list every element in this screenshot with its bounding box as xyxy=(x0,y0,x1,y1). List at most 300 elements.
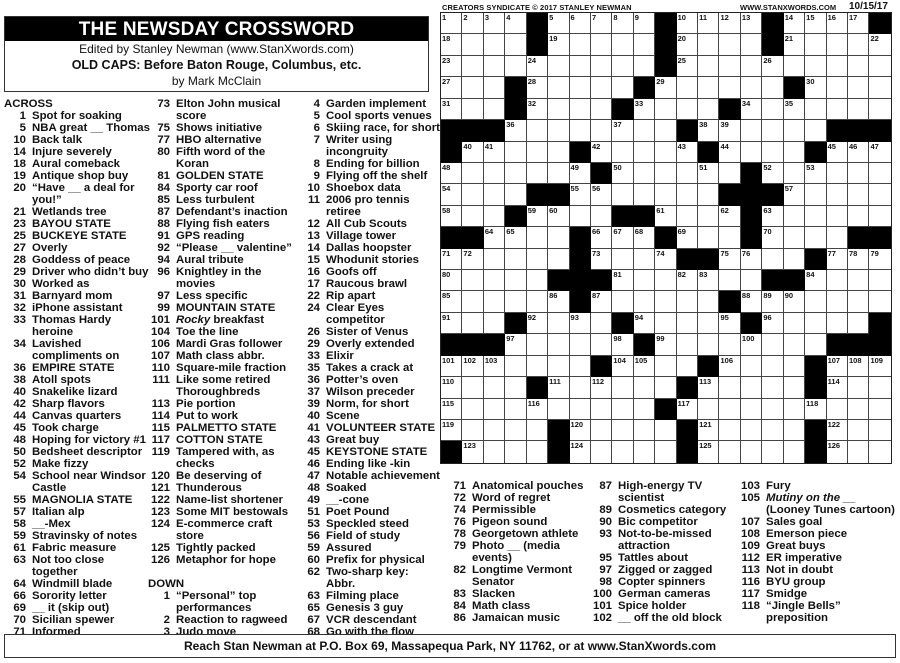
grid-cell[interactable] xyxy=(677,313,698,334)
grid-cell[interactable] xyxy=(505,13,526,34)
grid-cell[interactable] xyxy=(612,77,633,98)
grid-cell[interactable] xyxy=(698,399,719,420)
grid-cell[interactable] xyxy=(805,399,826,420)
grid-cell[interactable] xyxy=(698,227,719,248)
grid-cell[interactable] xyxy=(784,334,805,355)
grid-cell[interactable] xyxy=(655,291,676,312)
grid-cell[interactable] xyxy=(634,291,655,312)
grid-cell[interactable] xyxy=(848,13,869,34)
grid-cell[interactable] xyxy=(612,13,633,34)
grid-cell[interactable] xyxy=(741,334,762,355)
grid-cell[interactable] xyxy=(441,313,462,334)
grid-cell[interactable] xyxy=(548,142,569,163)
grid-cell[interactable] xyxy=(698,99,719,120)
grid-cell[interactable] xyxy=(677,77,698,98)
grid-cell[interactable] xyxy=(570,377,591,398)
grid-cell[interactable] xyxy=(869,99,890,120)
grid-cell[interactable] xyxy=(719,420,740,441)
grid-cell[interactable] xyxy=(527,120,548,141)
grid-cell[interactable] xyxy=(527,249,548,270)
grid-cell[interactable] xyxy=(505,291,526,312)
grid-cell[interactable] xyxy=(677,163,698,184)
grid-cell[interactable] xyxy=(805,313,826,334)
grid-cell[interactable] xyxy=(462,34,483,55)
grid-cell[interactable] xyxy=(634,377,655,398)
grid-cell[interactable] xyxy=(591,13,612,34)
grid-cell[interactable] xyxy=(505,356,526,377)
grid-cell[interactable] xyxy=(805,34,826,55)
grid-cell[interactable] xyxy=(505,399,526,420)
grid-cell[interactable] xyxy=(719,227,740,248)
grid-cell[interactable] xyxy=(741,249,762,270)
grid-cell[interactable] xyxy=(848,377,869,398)
grid-cell[interactable] xyxy=(698,56,719,77)
grid-cell[interactable] xyxy=(634,99,655,120)
grid-cell[interactable] xyxy=(505,34,526,55)
grid-cell[interactable] xyxy=(462,270,483,291)
grid-cell[interactable] xyxy=(741,120,762,141)
grid-cell[interactable] xyxy=(612,399,633,420)
grid-cell[interactable] xyxy=(612,34,633,55)
grid-cell[interactable] xyxy=(527,99,548,120)
grid-cell[interactable] xyxy=(441,377,462,398)
grid-cell[interactable] xyxy=(827,142,848,163)
grid-cell[interactable] xyxy=(591,206,612,227)
grid-cell[interactable] xyxy=(698,184,719,205)
grid-cell[interactable] xyxy=(484,356,505,377)
grid-cell[interactable] xyxy=(848,291,869,312)
grid-cell[interactable] xyxy=(527,356,548,377)
grid-cell[interactable] xyxy=(634,56,655,77)
grid-cell[interactable] xyxy=(869,399,890,420)
grid-cell[interactable] xyxy=(698,163,719,184)
grid-cell[interactable] xyxy=(869,249,890,270)
grid-cell[interactable] xyxy=(634,142,655,163)
grid-cell[interactable] xyxy=(462,206,483,227)
grid-cell[interactable] xyxy=(527,334,548,355)
grid-cell[interactable] xyxy=(719,77,740,98)
grid-cell[interactable] xyxy=(441,356,462,377)
grid-cell[interactable] xyxy=(848,249,869,270)
grid-cell[interactable] xyxy=(784,441,805,462)
grid-cell[interactable] xyxy=(484,163,505,184)
grid-cell[interactable] xyxy=(784,420,805,441)
grid-cell[interactable] xyxy=(548,399,569,420)
grid-cell[interactable] xyxy=(505,249,526,270)
grid-cell[interactable] xyxy=(784,13,805,34)
grid-cell[interactable] xyxy=(570,441,591,462)
grid-cell[interactable] xyxy=(634,249,655,270)
grid-cell[interactable] xyxy=(484,270,505,291)
grid-cell[interactable] xyxy=(548,34,569,55)
grid-cell[interactable] xyxy=(827,77,848,98)
grid-cell[interactable] xyxy=(655,184,676,205)
grid-cell[interactable] xyxy=(741,399,762,420)
grid-cell[interactable] xyxy=(505,142,526,163)
grid-cell[interactable] xyxy=(655,163,676,184)
grid-cell[interactable] xyxy=(634,13,655,34)
grid-cell[interactable] xyxy=(762,377,783,398)
grid-cell[interactable] xyxy=(827,291,848,312)
grid-cell[interactable] xyxy=(719,13,740,34)
grid-cell[interactable] xyxy=(741,291,762,312)
grid-cell[interactable] xyxy=(462,56,483,77)
grid-cell[interactable] xyxy=(741,77,762,98)
grid-cell[interactable] xyxy=(719,120,740,141)
grid-cell[interactable] xyxy=(591,334,612,355)
grid-cell[interactable] xyxy=(762,399,783,420)
grid-cell[interactable] xyxy=(655,334,676,355)
grid-cell[interactable] xyxy=(848,163,869,184)
grid-cell[interactable] xyxy=(548,163,569,184)
grid-cell[interactable] xyxy=(741,441,762,462)
grid-cell[interactable] xyxy=(869,56,890,77)
grid-cell[interactable] xyxy=(634,399,655,420)
grid-cell[interactable] xyxy=(527,56,548,77)
grid-cell[interactable] xyxy=(677,227,698,248)
grid-cell[interactable] xyxy=(848,313,869,334)
grid-cell[interactable] xyxy=(805,56,826,77)
grid-cell[interactable] xyxy=(527,291,548,312)
grid-cell[interactable] xyxy=(719,206,740,227)
grid-cell[interactable] xyxy=(762,420,783,441)
grid-cell[interactable] xyxy=(441,99,462,120)
grid-cell[interactable] xyxy=(869,420,890,441)
grid-cell[interactable] xyxy=(591,249,612,270)
grid-cell[interactable] xyxy=(827,356,848,377)
grid-cell[interactable] xyxy=(634,163,655,184)
crossword-grid[interactable] xyxy=(440,12,892,464)
grid-cell[interactable] xyxy=(677,291,698,312)
grid-cell[interactable] xyxy=(698,270,719,291)
grid-cell[interactable] xyxy=(462,142,483,163)
grid-cell[interactable] xyxy=(848,206,869,227)
grid-cell[interactable] xyxy=(655,142,676,163)
grid-cell[interactable] xyxy=(591,142,612,163)
grid-cell[interactable] xyxy=(677,142,698,163)
grid-cell[interactable] xyxy=(677,13,698,34)
grid-cell[interactable] xyxy=(548,334,569,355)
grid-cell[interactable] xyxy=(805,206,826,227)
grid-cell[interactable] xyxy=(677,334,698,355)
grid-cell[interactable] xyxy=(869,206,890,227)
grid-cell[interactable] xyxy=(527,206,548,227)
grid-cell[interactable] xyxy=(762,227,783,248)
grid-cell[interactable] xyxy=(462,77,483,98)
grid-cell[interactable] xyxy=(698,420,719,441)
grid-cell[interactable] xyxy=(784,249,805,270)
grid-cell[interactable] xyxy=(484,227,505,248)
grid-cell[interactable] xyxy=(655,249,676,270)
grid-cell[interactable] xyxy=(741,420,762,441)
grid-cell[interactable] xyxy=(505,56,526,77)
grid-cell[interactable] xyxy=(441,206,462,227)
grid-cell[interactable] xyxy=(441,420,462,441)
grid-cell[interactable] xyxy=(827,206,848,227)
grid-cell[interactable] xyxy=(784,142,805,163)
grid-cell[interactable] xyxy=(462,249,483,270)
grid-cell[interactable] xyxy=(634,34,655,55)
grid-cell[interactable] xyxy=(762,56,783,77)
grid-cell[interactable] xyxy=(869,356,890,377)
grid-cell[interactable] xyxy=(484,291,505,312)
grid-cell[interactable] xyxy=(505,184,526,205)
grid-cell[interactable] xyxy=(805,77,826,98)
grid-cell[interactable] xyxy=(805,163,826,184)
grid-cell[interactable] xyxy=(827,399,848,420)
grid-cell[interactable] xyxy=(805,270,826,291)
grid-cell[interactable] xyxy=(848,142,869,163)
grid-cell[interactable] xyxy=(869,163,890,184)
grid-cell[interactable] xyxy=(570,56,591,77)
grid-cell[interactable] xyxy=(570,163,591,184)
grid-cell[interactable] xyxy=(719,34,740,55)
grid-cell[interactable] xyxy=(655,313,676,334)
grid-cell[interactable] xyxy=(698,441,719,462)
grid-cell[interactable] xyxy=(698,77,719,98)
grid-cell[interactable] xyxy=(570,99,591,120)
grid-cell[interactable] xyxy=(698,206,719,227)
grid-cell[interactable] xyxy=(698,334,719,355)
grid-cell[interactable] xyxy=(527,399,548,420)
grid-cell[interactable] xyxy=(762,249,783,270)
grid-cell[interactable] xyxy=(591,120,612,141)
grid-cell[interactable] xyxy=(484,441,505,462)
grid-cell[interactable] xyxy=(719,270,740,291)
grid-cell[interactable] xyxy=(827,313,848,334)
grid-cell[interactable] xyxy=(784,313,805,334)
grid-cell[interactable] xyxy=(612,120,633,141)
grid-cell[interactable] xyxy=(462,377,483,398)
grid-cell[interactable] xyxy=(548,249,569,270)
grid-cell[interactable] xyxy=(548,227,569,248)
grid-cell[interactable] xyxy=(827,441,848,462)
grid-cell[interactable] xyxy=(591,399,612,420)
grid-cell[interactable] xyxy=(784,291,805,312)
grid-cell[interactable] xyxy=(570,206,591,227)
grid-cell[interactable] xyxy=(484,420,505,441)
grid-cell[interactable] xyxy=(570,420,591,441)
grid-cell[interactable] xyxy=(848,270,869,291)
grid-cell[interactable] xyxy=(827,99,848,120)
grid-cell[interactable] xyxy=(570,120,591,141)
grid-cell[interactable] xyxy=(677,34,698,55)
grid-cell[interactable] xyxy=(741,142,762,163)
grid-cell[interactable] xyxy=(462,399,483,420)
grid-cell[interactable] xyxy=(527,163,548,184)
grid-cell[interactable] xyxy=(548,291,569,312)
grid-cell[interactable] xyxy=(719,334,740,355)
grid-cell[interactable] xyxy=(527,77,548,98)
grid-cell[interactable] xyxy=(655,206,676,227)
grid-cell[interactable] xyxy=(741,99,762,120)
grid-cell[interactable] xyxy=(484,249,505,270)
grid-cell[interactable] xyxy=(527,441,548,462)
grid-cell[interactable] xyxy=(655,356,676,377)
grid-cell[interactable] xyxy=(805,120,826,141)
grid-cell[interactable] xyxy=(762,291,783,312)
grid-cell[interactable] xyxy=(484,34,505,55)
grid-cell[interactable] xyxy=(719,377,740,398)
grid-cell[interactable] xyxy=(462,420,483,441)
grid-cell[interactable] xyxy=(591,99,612,120)
grid-cell[interactable] xyxy=(441,249,462,270)
grid-cell[interactable] xyxy=(548,77,569,98)
grid-cell[interactable] xyxy=(570,313,591,334)
grid-cell[interactable] xyxy=(655,120,676,141)
grid-cell[interactable] xyxy=(634,120,655,141)
grid-cell[interactable] xyxy=(719,249,740,270)
grid-cell[interactable] xyxy=(591,441,612,462)
grid-cell[interactable] xyxy=(784,56,805,77)
grid-cell[interactable] xyxy=(570,77,591,98)
grid-cell[interactable] xyxy=(591,184,612,205)
grid-cell[interactable] xyxy=(570,184,591,205)
grid-cell[interactable] xyxy=(612,441,633,462)
grid-cell[interactable] xyxy=(591,420,612,441)
grid-cell[interactable] xyxy=(484,56,505,77)
grid-cell[interactable] xyxy=(677,56,698,77)
grid-cell[interactable] xyxy=(848,99,869,120)
grid-cell[interactable] xyxy=(741,270,762,291)
grid-cell[interactable] xyxy=(784,34,805,55)
grid-cell[interactable] xyxy=(441,13,462,34)
grid-cell[interactable] xyxy=(784,377,805,398)
grid-cell[interactable] xyxy=(505,441,526,462)
grid-cell[interactable] xyxy=(762,313,783,334)
grid-cell[interactable] xyxy=(719,56,740,77)
grid-cell[interactable] xyxy=(441,291,462,312)
grid-cell[interactable] xyxy=(741,34,762,55)
grid-cell[interactable] xyxy=(462,13,483,34)
grid-cell[interactable] xyxy=(762,356,783,377)
grid-cell[interactable] xyxy=(484,77,505,98)
grid-cell[interactable] xyxy=(784,206,805,227)
grid-cell[interactable] xyxy=(762,206,783,227)
grid-cell[interactable] xyxy=(462,99,483,120)
grid-cell[interactable] xyxy=(634,356,655,377)
grid-cell[interactable] xyxy=(741,56,762,77)
grid-cell[interactable] xyxy=(634,270,655,291)
grid-cell[interactable] xyxy=(869,291,890,312)
grid-cell[interactable] xyxy=(570,399,591,420)
grid-cell[interactable] xyxy=(505,227,526,248)
grid-cell[interactable] xyxy=(570,13,591,34)
grid-cell[interactable] xyxy=(869,142,890,163)
grid-cell[interactable] xyxy=(484,99,505,120)
grid-cell[interactable] xyxy=(827,270,848,291)
grid-cell[interactable] xyxy=(677,399,698,420)
grid-cell[interactable] xyxy=(827,34,848,55)
grid-cell[interactable] xyxy=(784,120,805,141)
grid-cell[interactable] xyxy=(784,356,805,377)
grid-cell[interactable] xyxy=(827,163,848,184)
grid-cell[interactable] xyxy=(484,13,505,34)
grid-cell[interactable] xyxy=(591,227,612,248)
grid-cell[interactable] xyxy=(612,291,633,312)
grid-cell[interactable] xyxy=(505,120,526,141)
grid-cell[interactable] xyxy=(762,163,783,184)
grid-cell[interactable] xyxy=(719,142,740,163)
grid-cell[interactable] xyxy=(612,356,633,377)
grid-cell[interactable] xyxy=(462,163,483,184)
grid-cell[interactable] xyxy=(784,163,805,184)
grid-cell[interactable] xyxy=(762,77,783,98)
grid-cell[interactable] xyxy=(848,441,869,462)
grid-cell[interactable] xyxy=(869,270,890,291)
grid-cell[interactable] xyxy=(484,377,505,398)
grid-cell[interactable] xyxy=(591,313,612,334)
grid-cell[interactable] xyxy=(484,142,505,163)
grid-cell[interactable] xyxy=(827,184,848,205)
grid-cell[interactable] xyxy=(484,206,505,227)
grid-cell[interactable] xyxy=(505,163,526,184)
grid-cell[interactable] xyxy=(570,34,591,55)
grid-cell[interactable] xyxy=(719,313,740,334)
grid-cell[interactable] xyxy=(527,270,548,291)
grid-cell[interactable] xyxy=(655,77,676,98)
grid-cell[interactable] xyxy=(805,334,826,355)
grid-cell[interactable] xyxy=(719,441,740,462)
grid-cell[interactable] xyxy=(848,420,869,441)
grid-cell[interactable] xyxy=(848,34,869,55)
grid-cell[interactable] xyxy=(869,34,890,55)
grid-cell[interactable] xyxy=(462,356,483,377)
grid-cell[interactable] xyxy=(805,13,826,34)
grid-cell[interactable] xyxy=(655,99,676,120)
grid-cell[interactable] xyxy=(848,356,869,377)
grid-cell[interactable] xyxy=(805,227,826,248)
grid-cell[interactable] xyxy=(505,420,526,441)
grid-cell[interactable] xyxy=(784,227,805,248)
grid-cell[interactable] xyxy=(527,313,548,334)
grid-cell[interactable] xyxy=(612,142,633,163)
grid-cell[interactable] xyxy=(612,163,633,184)
grid-cell[interactable] xyxy=(698,377,719,398)
grid-cell[interactable] xyxy=(462,184,483,205)
grid-cell[interactable] xyxy=(848,399,869,420)
grid-cell[interactable] xyxy=(548,206,569,227)
grid-cell[interactable] xyxy=(505,377,526,398)
grid-cell[interactable] xyxy=(762,120,783,141)
grid-cell[interactable] xyxy=(612,227,633,248)
grid-cell[interactable] xyxy=(677,206,698,227)
grid-cell[interactable] xyxy=(441,270,462,291)
grid-cell[interactable] xyxy=(848,56,869,77)
grid-cell[interactable] xyxy=(591,377,612,398)
grid-cell[interactable] xyxy=(548,56,569,77)
grid-cell[interactable] xyxy=(677,270,698,291)
grid-cell[interactable] xyxy=(869,377,890,398)
grid-cell[interactable] xyxy=(527,142,548,163)
grid-cell[interactable] xyxy=(441,77,462,98)
grid-cell[interactable] xyxy=(505,334,526,355)
grid-cell[interactable] xyxy=(827,377,848,398)
grid-cell[interactable] xyxy=(827,56,848,77)
grid-cell[interactable] xyxy=(655,420,676,441)
grid-cell[interactable] xyxy=(698,120,719,141)
grid-cell[interactable] xyxy=(548,99,569,120)
grid-cell[interactable] xyxy=(570,356,591,377)
grid-cell[interactable] xyxy=(612,334,633,355)
grid-cell[interactable] xyxy=(698,291,719,312)
grid-cell[interactable] xyxy=(698,34,719,55)
grid-cell[interactable] xyxy=(784,99,805,120)
grid-cell[interactable] xyxy=(591,34,612,55)
grid-cell[interactable] xyxy=(548,356,569,377)
grid-cell[interactable] xyxy=(762,441,783,462)
grid-cell[interactable] xyxy=(441,34,462,55)
